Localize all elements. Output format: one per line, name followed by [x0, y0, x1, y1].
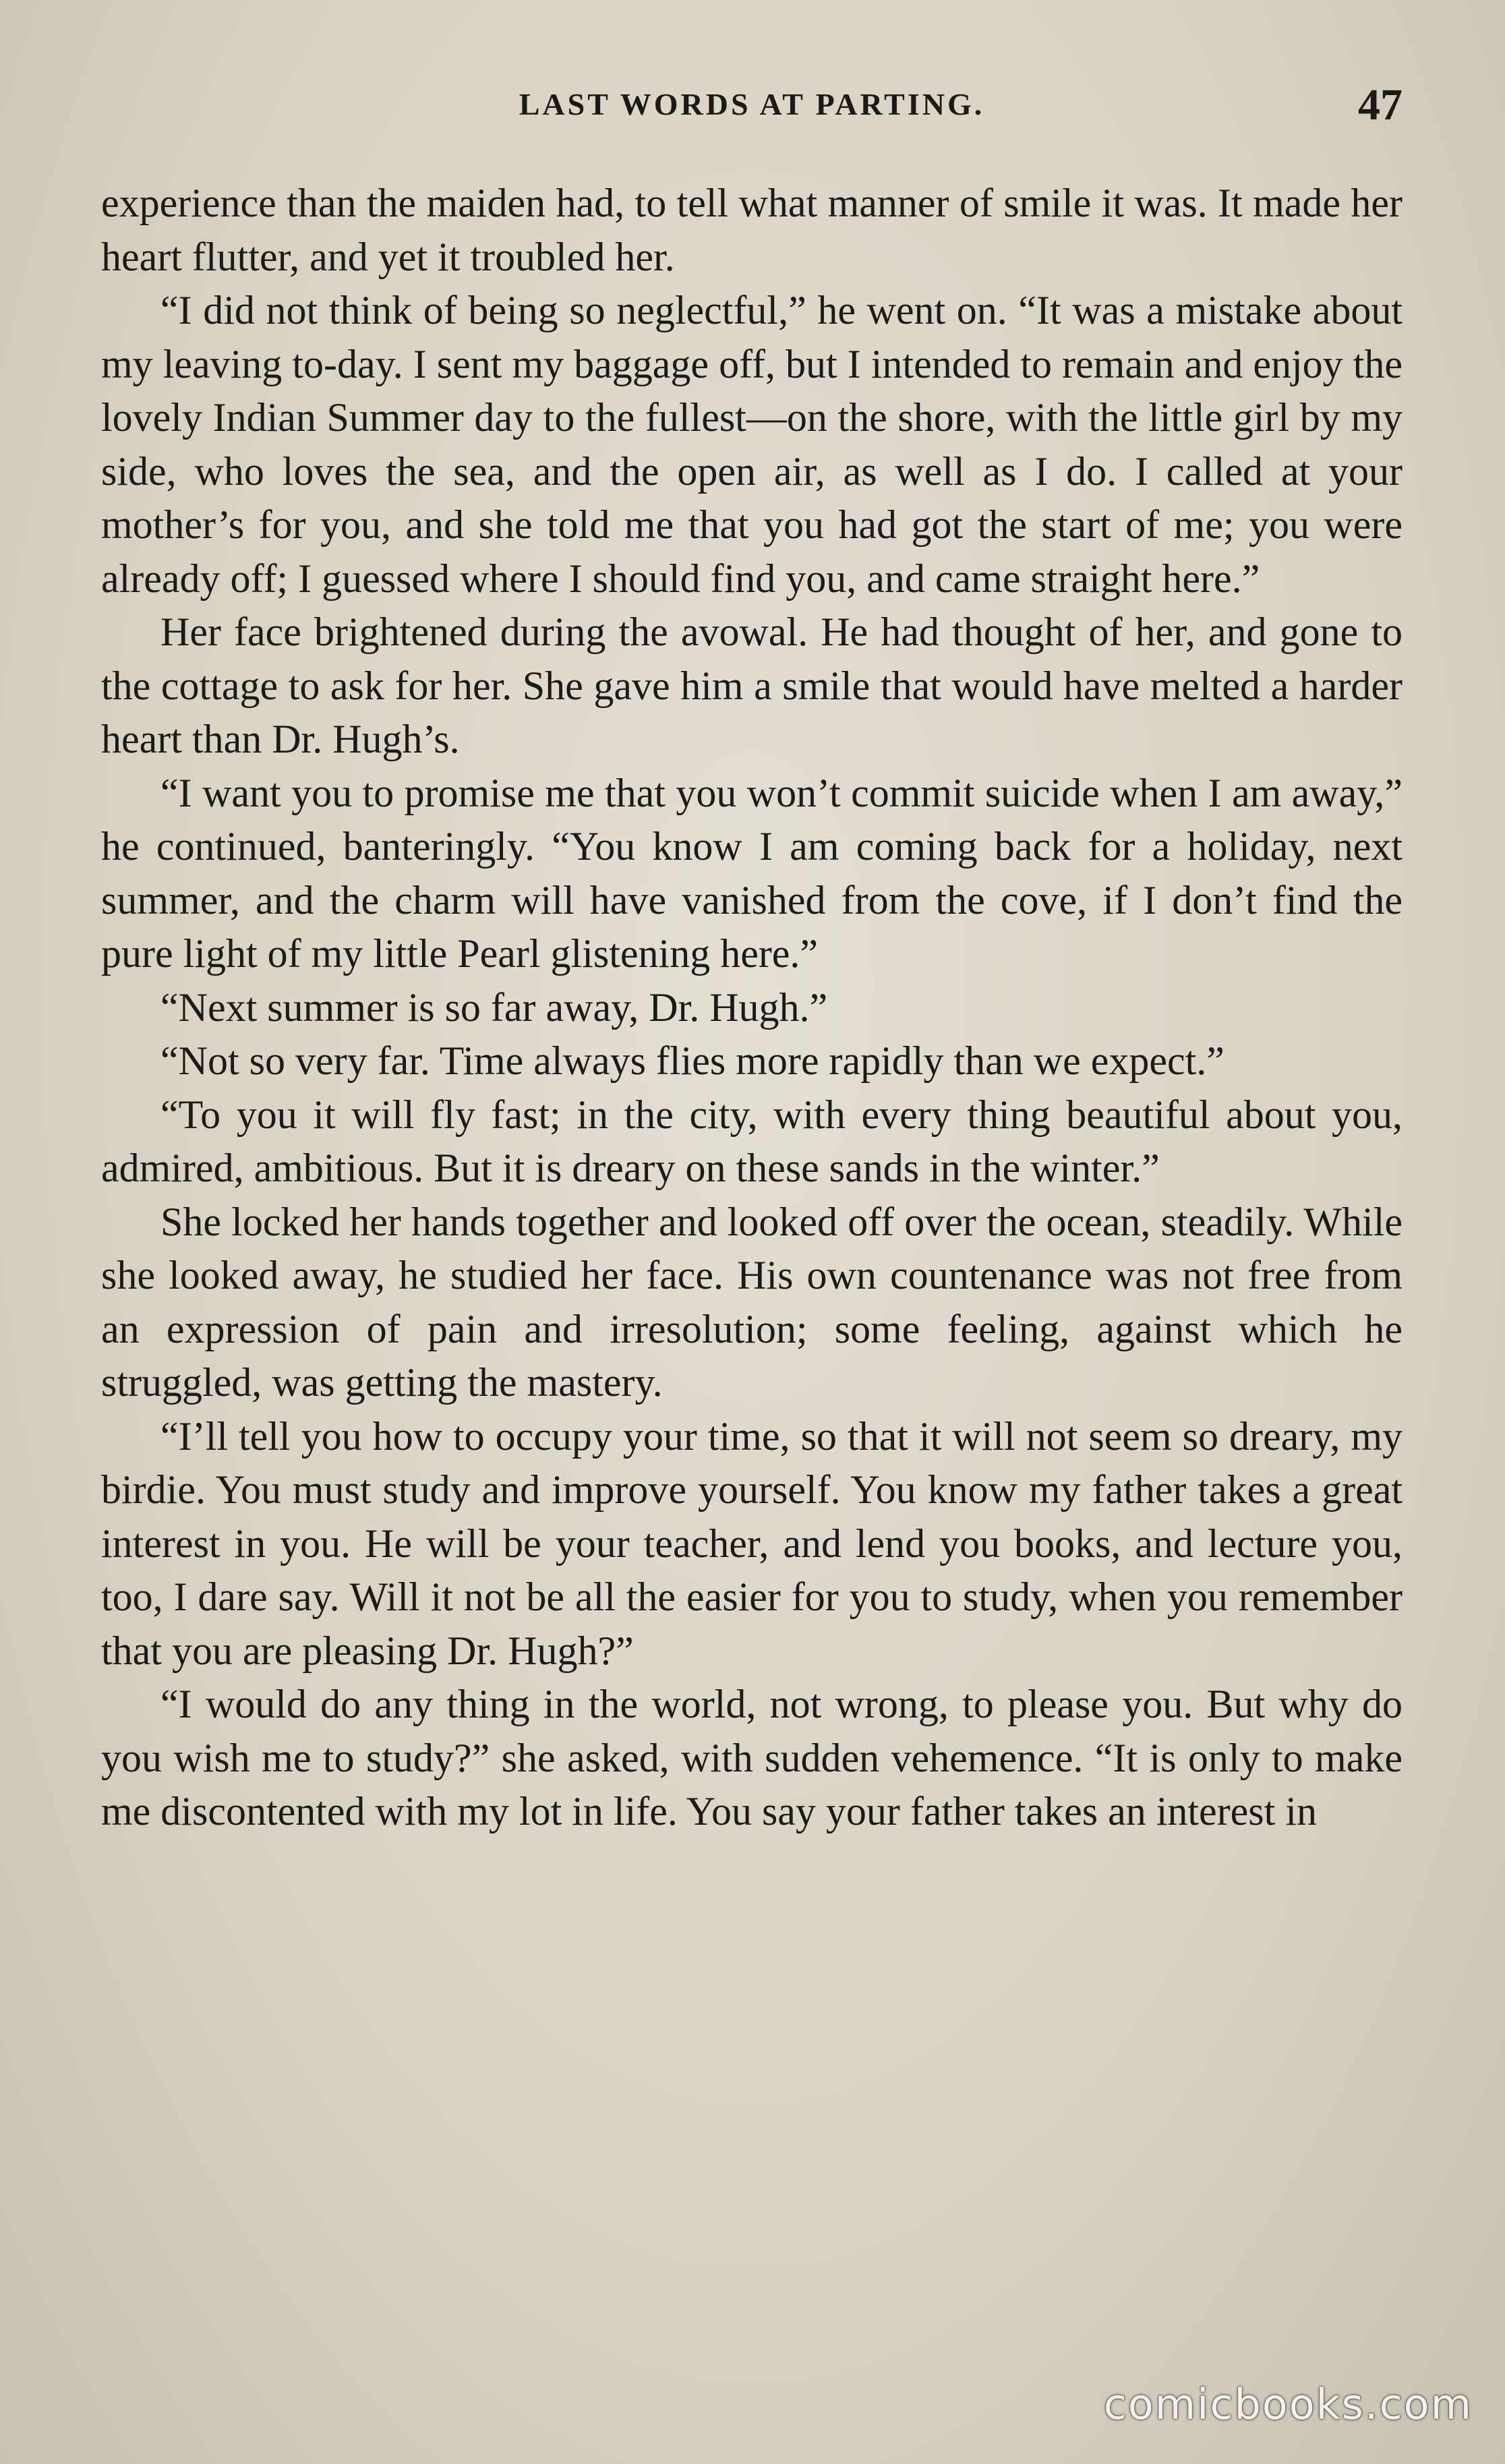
paragraph: “To you it will fly fast; in the city, with every thing beautiful about you, admired, ambitious. But it is dreary on these sands in the winter.” [101, 1092, 1403, 1190]
paragraph: “I did not think of being so neglectful,” he went on. “It was a mistake about my leaving to-day. I sent my baggage off, but I intended to remain and enjoy the lovely Indian Summer day to the fullest—on the shore, with the little girl by my side, who loves the sea, and the open air, as well as I do. I called at your mother’s for you, and she told me that you had got the start of me; you were already off; I guessed where I should find you, and came straight here.” [101, 288, 1403, 601]
paragraph: “I’ll tell you how to occupy your time, so that it will not seem so dreary, my birdie. You must study and improve yourself. You know my father takes a great interest in you. He will be your teacher, and lend you books, and lecture you, too, I dare say. Will it not be all the easier for you to study, when you remember that you are pleasing Dr. Hugh?” [101, 1413, 1403, 1673]
paragraph: “Next summer is so far away, Dr. Hugh.” [160, 985, 828, 1030]
paragraph: experience than the maiden had, to tell what manner of smile it was. It made her heart flutter, and yet it troubled her. [101, 181, 1403, 279]
running-title: LAST WORDS AT PARTING. [519, 87, 985, 121]
paragraph: She locked her hands together and looked off over the ocean, steadily. While she looked away, he studied her face. His own countenance was not free from an expression of pain and irresolution; some feeling, against which he struggled, was getting the mastery. [101, 1199, 1403, 1405]
paragraph: “I would do any thing in the world, not wrong, to please you. But why do you wish me to study?” she asked, with sudden vehemence. “It is only to make me discontented with my lot in life. You say your father takes an interest in [101, 1682, 1403, 1834]
watermark: comicbooks.com [1103, 2380, 1473, 2429]
body-text [101, 177, 1403, 1839]
page-number: 47 [1358, 80, 1403, 129]
page-header [101, 80, 1403, 134]
paragraph: “Not so very far. Time always flies more rapidly than we expect.” [160, 1038, 1224, 1083]
paragraph: Her face brightened during the avowal. He had thought of her, and gone to the cottage to ask for her. She gave him a smile that would have melted a harder heart than Dr. Hugh’s. [101, 610, 1403, 761]
paragraph: “I want you to promise me that you won’t commit suicide when I am away,” he continued, banteringly. “You know I am coming back for a holiday, next summer, and the charm will have vanished from the cove, if I don’t find the pure light of my little Pearl glistening here.” [101, 770, 1403, 976]
